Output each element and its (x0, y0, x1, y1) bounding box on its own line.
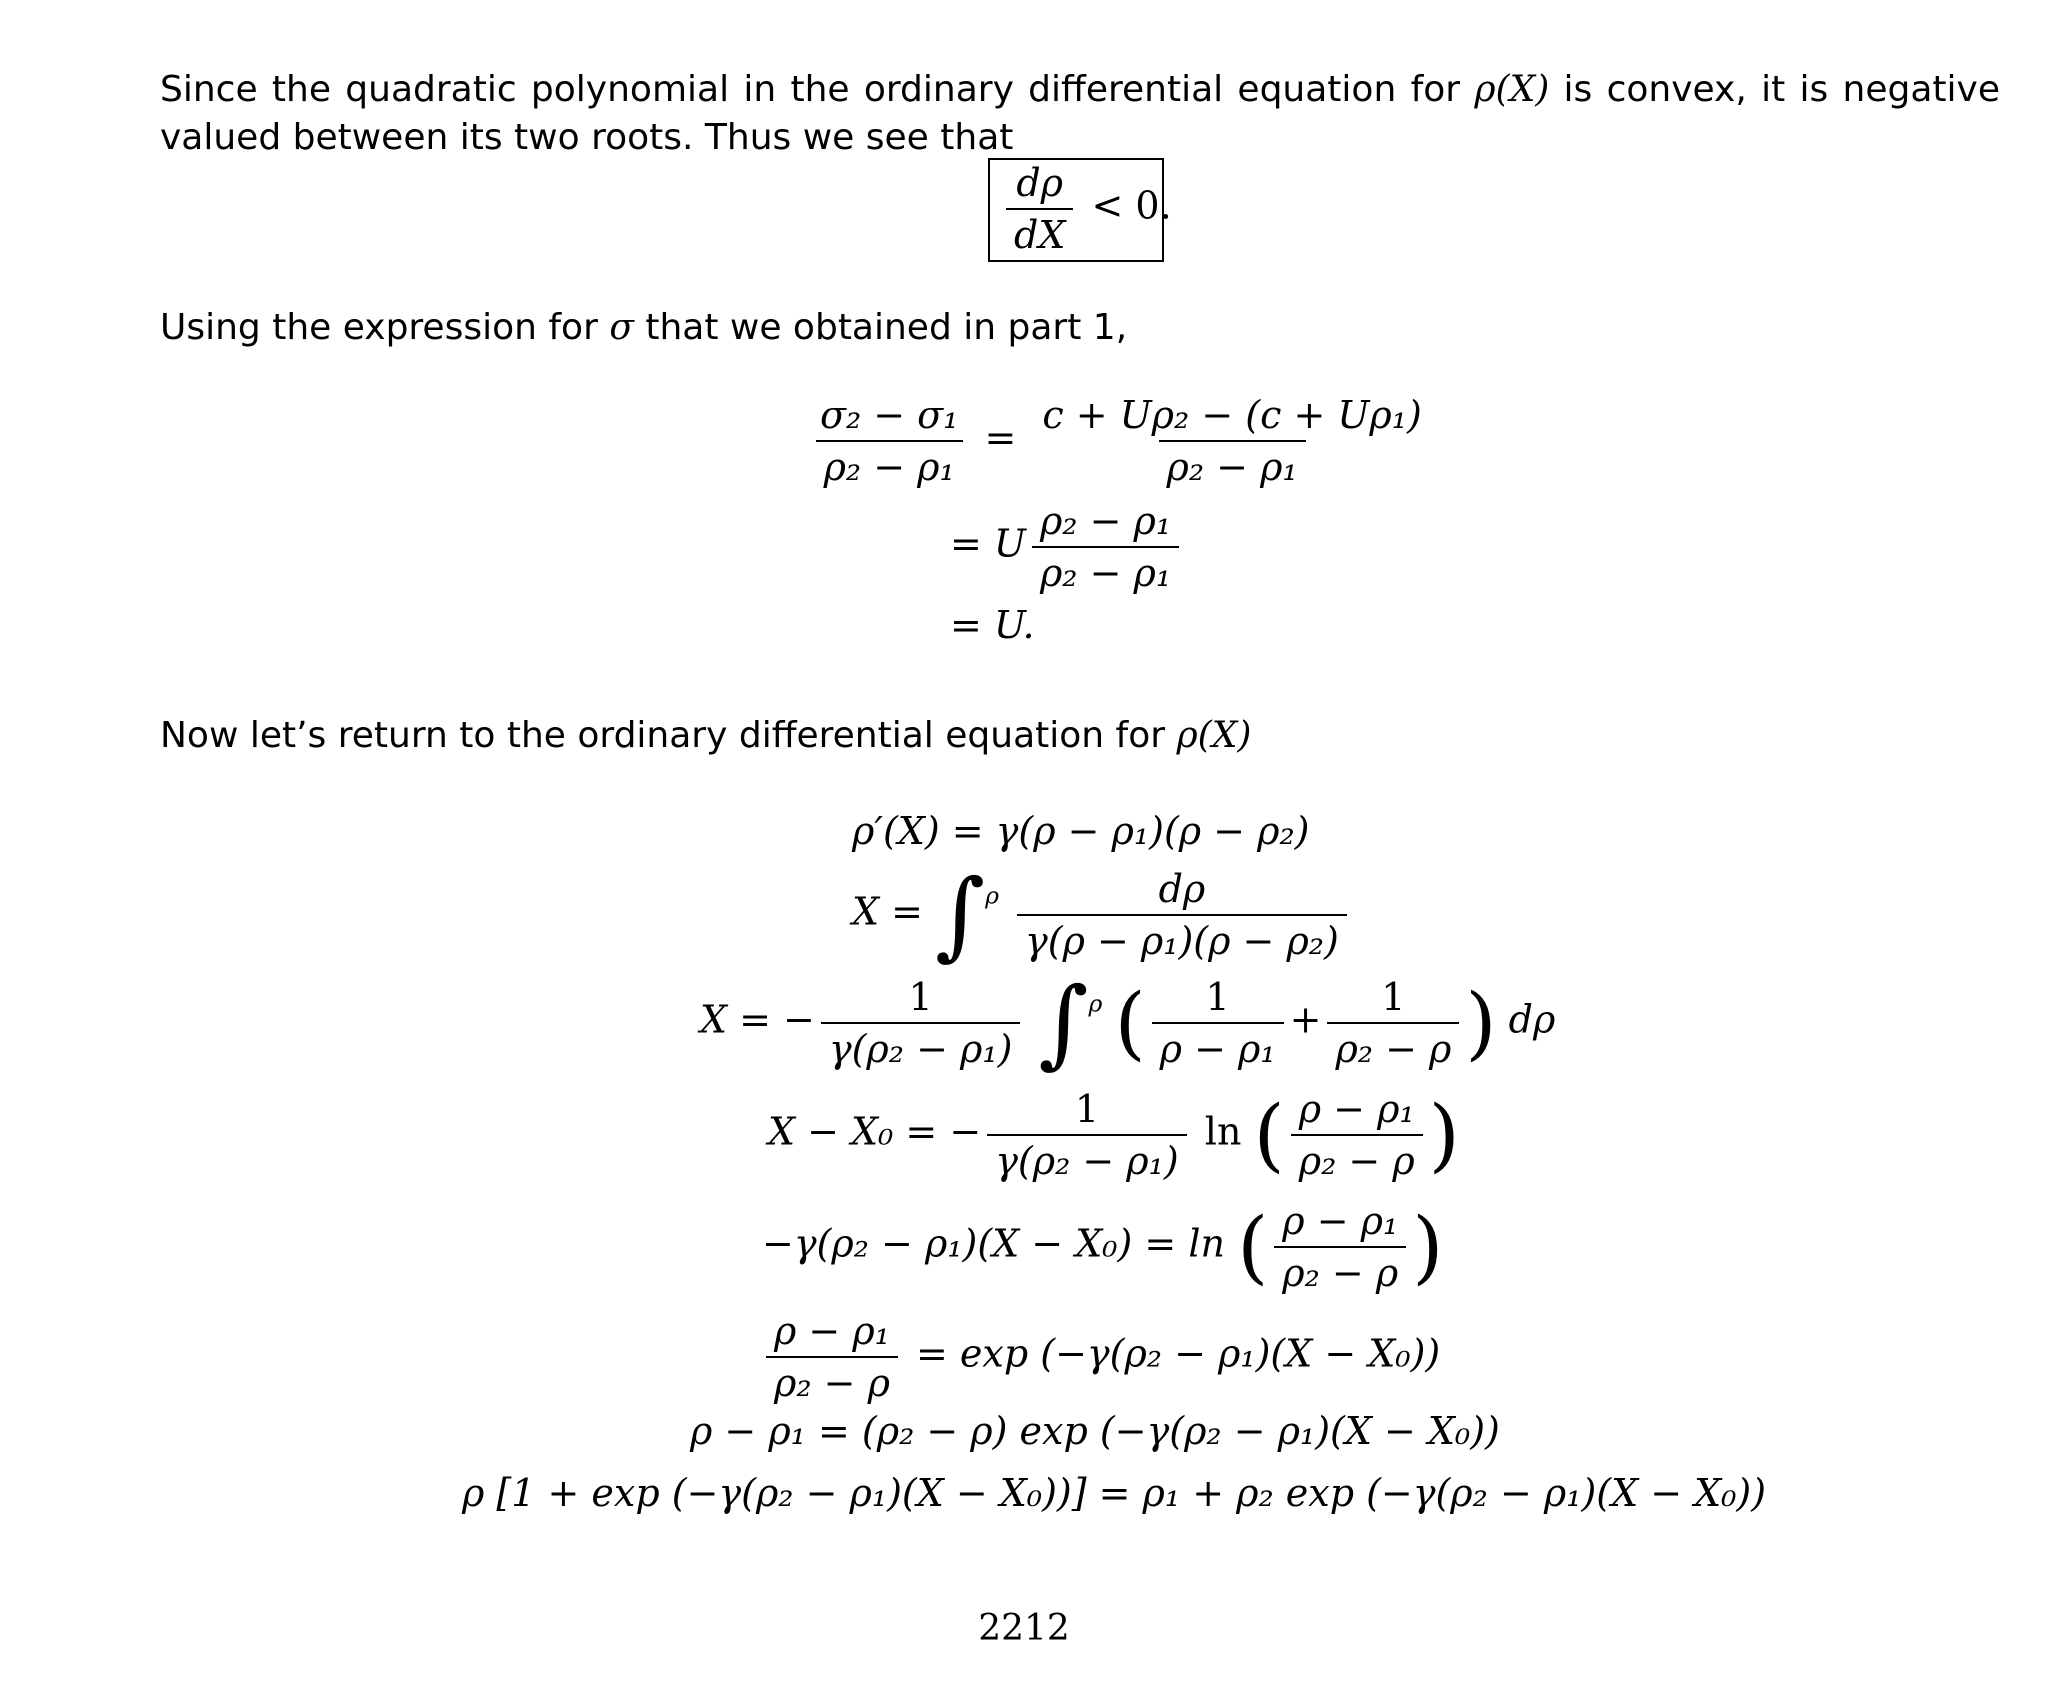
fraction-denominator: γ(ρ₂ − ρ₁) (821, 1022, 1021, 1068)
equation-lhs: X − X₀ = − (768, 1109, 982, 1154)
fraction-numerator: dρ (1016, 161, 1064, 205)
ode-line5 (762, 1199, 1444, 1295)
fraction (1274, 1199, 1406, 1295)
ode-line1 (852, 809, 1310, 853)
paragraph-text: is convex, it is negative valued between its two roots. Thus we see that (160, 69, 2001, 158)
fraction (1034, 393, 1429, 489)
fraction-numerator: 1 (1074, 1087, 1100, 1131)
integral-limit: ρ (1088, 989, 1103, 1018)
right-paren: ) (1412, 1200, 1444, 1293)
left-paren: ( (1114, 976, 1146, 1069)
fraction-numerator: ρ − ρ₁ (1298, 1087, 1415, 1131)
ode-line4 (768, 1087, 1460, 1183)
ode-line7 (690, 1409, 1500, 1453)
paragraph-sigma (160, 304, 2000, 352)
log-operator: ln (1204, 1109, 1242, 1154)
sigma-eq-line1: $\frac{\text{σ₂ − σ₁}}{\text{ρ₂ − ρ₁}}$ = $\frac{\text{c + Uρ₂ − (c + Uρ₁)}}{\text{ρ₂ − ρ₁}}$ (806, 396, 1436, 486)
fraction (1017, 867, 1347, 963)
inline-math: ρ(X) (1176, 715, 1252, 756)
fraction (1032, 499, 1179, 595)
fraction-denominator: ρ₂ − ρ (766, 1356, 898, 1402)
left-paren: ( (1253, 1088, 1285, 1181)
fraction (1152, 975, 1284, 1071)
fraction-denominator: ρ₂ − ρ (1291, 1134, 1423, 1180)
integral-sign: ∫ (1038, 966, 1089, 1079)
paragraph-text: Since the quadratic polynomial in the ordinary differential equation for (160, 69, 1475, 110)
paragraph-text: Using the expression for (160, 307, 610, 348)
equation-text: = U. (950, 603, 1035, 647)
fraction (1006, 161, 1073, 257)
sigma-eq-line2 (950, 499, 1185, 595)
equation-text: ρ′(X) = γ(ρ − ρ₁)(ρ − ρ₂) (852, 809, 1310, 853)
fraction (987, 1087, 1187, 1183)
ode-line6 (760, 1309, 1441, 1405)
paragraph-convexity (160, 66, 2000, 162)
fraction-numerator: dρ (1158, 867, 1206, 911)
right-paren: ) (1465, 976, 1497, 1069)
fraction (1291, 1087, 1423, 1183)
fraction-numerator: 1 (1381, 975, 1406, 1019)
inline-math: ρ(X) (1474, 69, 1550, 110)
fraction (821, 975, 1021, 1071)
ode-line2 (852, 858, 1353, 971)
inequality: < 0. (1091, 183, 1172, 228)
paragraph-ode (160, 712, 2000, 760)
fraction-denominator: γ(ρ − ρ₁)(ρ − ρ₂) (1017, 914, 1347, 960)
fraction-denominator: ρ₂ − ρ₁ (1032, 546, 1179, 592)
fraction-denominator: ρ₂ − ρ (1274, 1246, 1406, 1292)
integral-sign: ∫ (935, 858, 986, 971)
equation-prefix: = U (950, 521, 1026, 566)
paragraph-text: Now let’s return to the ordinary differential equation for (160, 715, 1177, 756)
fraction-denominator: ρ₂ − ρ₁ (1159, 440, 1306, 486)
fraction-denominator: ρ − ρ₁ (1152, 1022, 1284, 1068)
fraction-denominator: γ(ρ₂ − ρ₁) (987, 1134, 1187, 1180)
fraction-numerator: σ₂ − σ₁ (820, 393, 959, 437)
integral-limit: ρ (985, 881, 999, 910)
fraction-numerator: ρ − ρ₁ (774, 1309, 890, 1353)
sigma-eq-line3 (950, 603, 1035, 647)
right-paren: ) (1428, 1088, 1460, 1181)
equation-rhs: = exp (−γ(ρ₂ − ρ₁)(X − X₀)) (916, 1331, 1441, 1376)
fraction-numerator: ρ − ρ₁ (1282, 1199, 1399, 1243)
equation-tail: dρ (1508, 997, 1556, 1042)
equation-lhs: X = (852, 889, 923, 934)
fraction-numerator: c + Uρ₂ − (c + Uρ₁) (1042, 393, 1422, 437)
inline-math: σ (609, 307, 634, 348)
fraction-denominator: ρ₂ − ρ (1327, 1022, 1459, 1068)
boxed-equation (1000, 161, 1172, 257)
fraction (1327, 975, 1459, 1071)
paragraph-text: that we obtained in part 1, (633, 307, 1128, 348)
fraction-numerator: ρ₂ − ρ₁ (1039, 499, 1172, 543)
left-paren: ( (1237, 1200, 1269, 1293)
fraction-numerator: 1 (908, 975, 933, 1019)
fraction-denominator: dX (1006, 208, 1073, 254)
fraction (766, 1309, 898, 1405)
equation-text: ρ [1 + exp (−γ(ρ₂ − ρ₁)(X − X₀))] = ρ₁ + ρ₂ exp (−γ(ρ₂ − ρ₁)(X − X₀)) (462, 1471, 1767, 1515)
fraction (812, 393, 966, 489)
equation-lhs: X = − (700, 997, 815, 1042)
fraction-denominator: ρ₂ − ρ₁ (816, 440, 963, 486)
equation-text: ρ − ρ₁ = (ρ₂ − ρ) exp (−γ(ρ₂ − ρ₁)(X − X₀)) (690, 1409, 1500, 1453)
page-number: 2212 (978, 1608, 1070, 1649)
equation-lhs: −γ(ρ₂ − ρ₁)(X − X₀) = ln (762, 1221, 1225, 1266)
ode-line3: X = − $\frac{1}{\text{γ(ρ₂ − ρ₁)}}$ ∫$^\rho$ ( $\frac{1}{\text{ρ − ρ₁}}$ + $\frac{1}{\text{ρ₂ − ρ}}$ ) dρ (700, 966, 1556, 1079)
ode-line8 (462, 1471, 1767, 1515)
fraction-numerator: 1 (1205, 975, 1230, 1019)
